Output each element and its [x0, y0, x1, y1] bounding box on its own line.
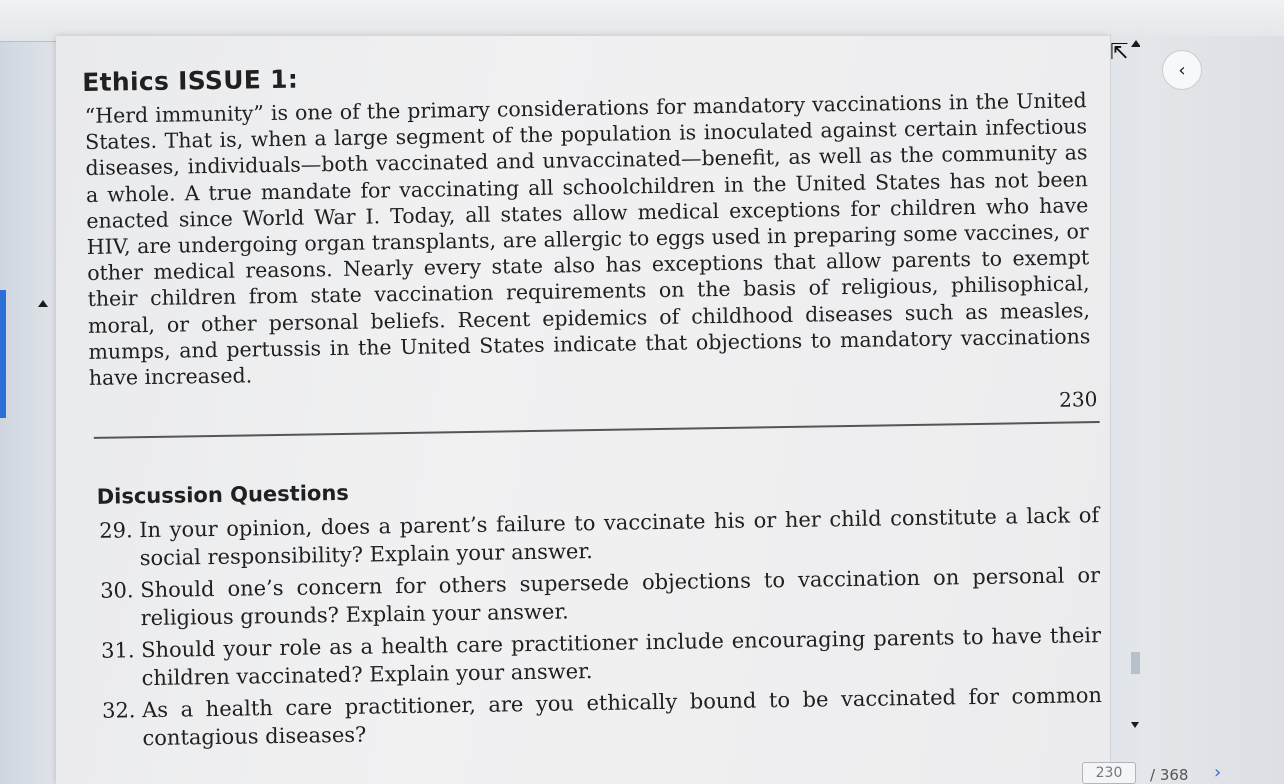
total-pages-label: / 368	[1150, 766, 1189, 784]
back-button[interactable]	[1162, 50, 1202, 90]
mouse-cursor-icon: ⇱	[1110, 40, 1129, 65]
right-panel	[1140, 36, 1284, 784]
discussion-question-list	[99, 501, 1103, 753]
question-item	[99, 501, 1100, 573]
question-number: 31.	[100, 638, 135, 664]
question-item	[101, 621, 1102, 693]
page-content	[82, 52, 1123, 757]
question-text: Should your role as a health care practitioner include encouraging parents to have their children vaccinated? Explain your answer.	[140, 623, 1102, 691]
question-item	[102, 681, 1103, 753]
issue-paragraph: “Herd immunity” is one of the primary considerations for mandatory vaccinations in the United States. That is, when a large segment of the population is inoculated against certain infectious diseases, individuals—both vaccinated and unvaccinated—benefit, as well as the community as a whole. A true mandate for vaccinating all schoolchildren in the United States has not been enacted since World War I. Today, all states allow medical exceptions for children who have HIV, are undergoing organ transplants, are allergic to eggs used in preparing some vaccines, or other medical reasons. Nearly every state also has exceptions that allow parents to exempt their children from state vaccination requirements on the basis of religious, philisophical, moral, or other personal beliefs. Recent epidemics of childhood diseases such as measles, mumps, and pertussis in the United States indicate that objections to mandatory vaccinations have increased.	[84, 88, 1091, 390]
next-page-chevron-icon[interactable]: ›	[1214, 762, 1222, 783]
question-text: Should one’s concern for others supersede objections to vaccination on personal or religious grounds? Explain your answer.	[140, 563, 1101, 631]
question-number: 30.	[100, 578, 134, 604]
issue-title: Ethics ISSUE 1:	[82, 64, 299, 97]
left-gutter	[0, 42, 56, 784]
question-number: 29.	[99, 518, 133, 544]
left-sidebar-edge[interactable]	[0, 290, 6, 418]
scroll-down-arrow-icon[interactable]	[1131, 722, 1139, 728]
question-number: 32.	[101, 698, 136, 723]
question-text: In your opinion, does a parent’s failure to vaccinate his or her child constitute a lack of social responsibility? Explain your answer.	[139, 503, 1100, 571]
question-item	[100, 561, 1101, 633]
left-scroll-up-arrow-icon[interactable]	[38, 300, 48, 307]
discussion-title: Discussion Questions	[96, 481, 349, 510]
page-number-input[interactable]: 230	[1082, 762, 1136, 784]
question-text: As a health care practitioner, are you ethically bound to be vaccinated for common contagious diseases?	[141, 683, 1103, 751]
chevron-left-icon: ‹	[1178, 59, 1186, 81]
page-number: 230	[1058, 387, 1098, 412]
